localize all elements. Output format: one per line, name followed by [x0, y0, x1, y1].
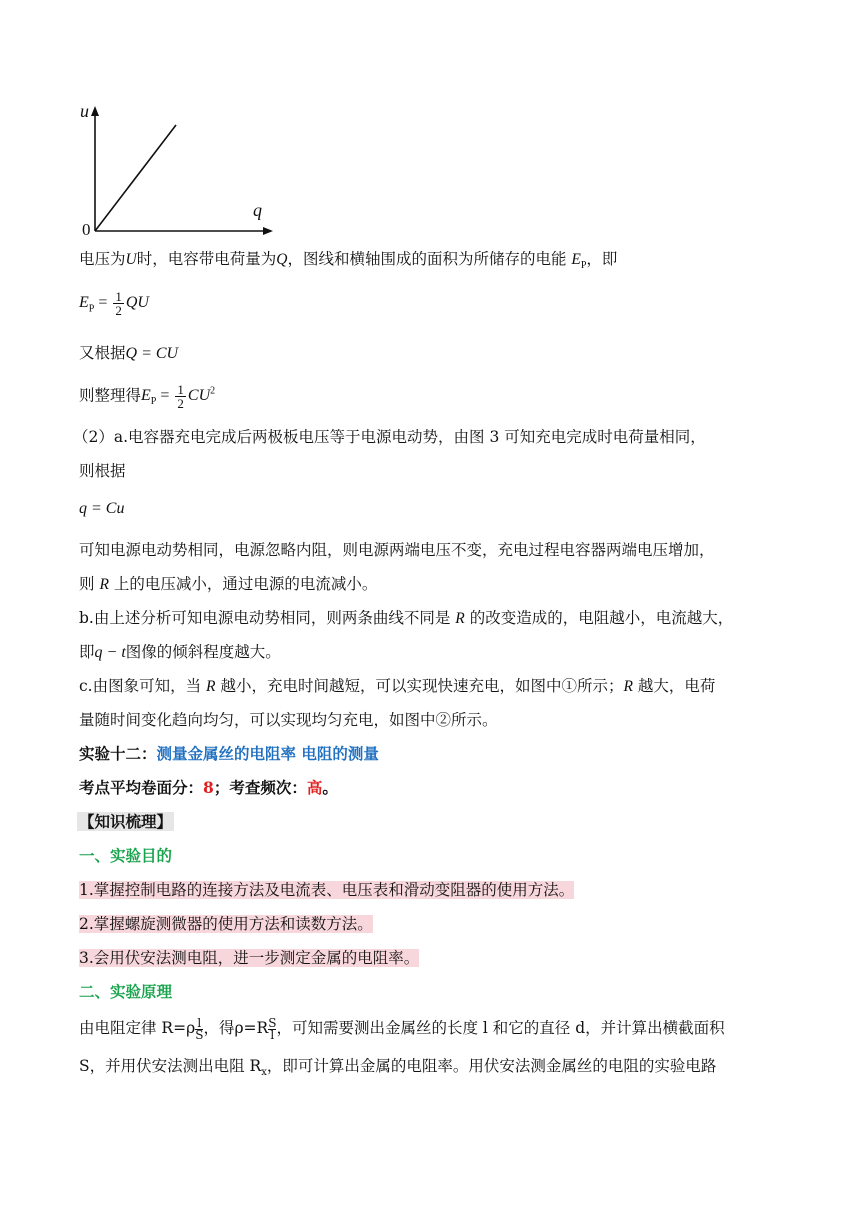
- text: b.由上述分析可知电源电动势相同，则两条曲线不同是: [79, 609, 451, 627]
- section-prefix: 实验十二：: [79, 744, 157, 763]
- goal-text: 1.掌握控制电路的连接方法及电流表、电压表和滑动变阻器的使用方法。: [79, 881, 575, 899]
- var-r: R: [206, 678, 216, 695]
- eq-lhs: E: [79, 294, 89, 312]
- text: 越大，电荷: [637, 677, 716, 695]
- paragraph-b-line2: [79, 640, 281, 665]
- text: ，可知需要测出金属丝的长度 l 和它的直径 d，并计算出横截面积: [276, 1019, 725, 1037]
- equation-q-cu-lower: q = Cu: [79, 500, 125, 517]
- var-r: R: [623, 678, 633, 695]
- heading-goals: 一、实验目的: [79, 846, 173, 865]
- score-value: 8: [203, 778, 214, 797]
- var-ep: $E_P$: [571, 251, 587, 272]
- y-axis-arrow: [91, 106, 99, 116]
- text: ，图线和横轴围成的面积为所储存的电能: [287, 250, 567, 268]
- text: ，即可计算出金属的电阻率。用伏安法测金属丝的电阻的实验电路: [266, 1057, 717, 1075]
- heading-principle: 二、实验原理: [79, 982, 173, 1001]
- eq-rhs: CU: [187, 387, 211, 405]
- text: ；考查频次：: [213, 778, 307, 797]
- eq-sign: =: [94, 294, 112, 312]
- text: 则: [79, 575, 95, 593]
- goal-text: 2.掌握螺旋测微器的使用方法和读数方法。: [79, 915, 373, 933]
- x-axis-arrow: [263, 227, 273, 235]
- goal-item-2: [79, 912, 373, 936]
- text: 图像的倾斜程度越大。: [125, 643, 281, 661]
- eq-expr: Q = CU: [125, 345, 179, 362]
- fraction-s-over-l: $\frac{S}{l}$: [268, 1015, 277, 1042]
- var-u: U: [125, 251, 137, 268]
- text: 越小，充电时间越短，可以实现快速充电，如图中①所示；: [220, 677, 624, 695]
- u-q-line: [95, 125, 176, 231]
- text: 由电阻定律 R=ρ: [79, 1019, 196, 1037]
- var-r: R: [455, 610, 465, 627]
- text: S，并用伏安法测出电阻 R: [79, 1057, 262, 1075]
- text: 电压为: [79, 250, 126, 268]
- score-line: [79, 776, 338, 800]
- goal-text: 3.会用伏安法测电阻，进一步测定金属的电阻率。: [79, 949, 420, 967]
- text: 即: [79, 643, 95, 661]
- eq-sign: =: [156, 387, 174, 405]
- var-r: R: [99, 576, 109, 593]
- text: 时，电容带电荷量为: [136, 250, 277, 268]
- equation-q-cu: [79, 341, 178, 366]
- eq-rhs: QU: [125, 294, 149, 312]
- y-axis-label: u: [80, 101, 89, 121]
- text: 。: [322, 778, 338, 797]
- eq-sub: P: [150, 396, 157, 408]
- origin-label: 0: [82, 220, 91, 239]
- equation-ep-qu: [79, 290, 149, 321]
- paragraph-c-line1: [79, 674, 715, 699]
- paragraph-b-line1: [79, 606, 733, 631]
- subscript-x: x: [261, 1067, 267, 1079]
- principle-line1: [79, 1016, 725, 1040]
- fraction-l-over-s: $\frac{l}{S}$: [195, 1015, 204, 1042]
- section-heading: [79, 742, 379, 766]
- eq-lhs: E: [141, 387, 151, 405]
- paragraph-energy: [79, 247, 617, 278]
- paragraph-c-line2: 量随时间变化趋向均匀，可以实现均匀充电，如图中②所示。: [79, 711, 498, 729]
- fraction-half: $\frac{1}{2}$: [177, 382, 184, 412]
- paragraph-3-line2: [79, 572, 377, 597]
- x-axis-label: q: [253, 200, 262, 220]
- frequency-value: 高: [306, 778, 323, 797]
- equation-ep-cu2: [79, 380, 215, 415]
- goal-item-1: [79, 878, 574, 902]
- section-title: 测量金属丝的电阻率 电阻的测量: [156, 744, 379, 763]
- text: ，得ρ=R: [203, 1019, 269, 1037]
- text: 又根据: [79, 344, 126, 362]
- fraction-half: $\frac{1}{2}$: [115, 289, 122, 318]
- knowledge-heading: [77, 810, 174, 834]
- text: ，即: [586, 250, 618, 268]
- eq-sub: P: [88, 303, 95, 315]
- goal-item-3: [79, 946, 419, 970]
- principle-line2: [79, 1054, 716, 1085]
- u-q-graph: [78, 100, 278, 240]
- text: 上的电压减小，通过电源的电流减小。: [113, 575, 378, 593]
- text: 则整理得: [79, 386, 142, 405]
- text: 考点平均卷面分：: [79, 778, 204, 797]
- paragraph-2a-line1: （2）a.电容器充电完成后两极板电压等于电源电动势，由图 3 可知充电完成时电荷量相同，: [73, 428, 706, 446]
- text: 的改变造成的，电阻越小，电流越大，: [469, 609, 734, 627]
- paragraph-2a-line2: 则根据: [79, 462, 126, 480]
- knowledge-label: 【知识梳理】: [79, 812, 173, 831]
- paragraph-3-line1: 可知电源电动势相同，电源忽略内阻，则电源两端电压不变，充电过程电容器两端电压增加，: [79, 541, 715, 559]
- var-qt: q − t: [94, 644, 126, 661]
- eq-sup: 2: [210, 386, 216, 397]
- text: c.由图象可知，当: [79, 677, 202, 695]
- var-q: Q: [276, 251, 288, 268]
